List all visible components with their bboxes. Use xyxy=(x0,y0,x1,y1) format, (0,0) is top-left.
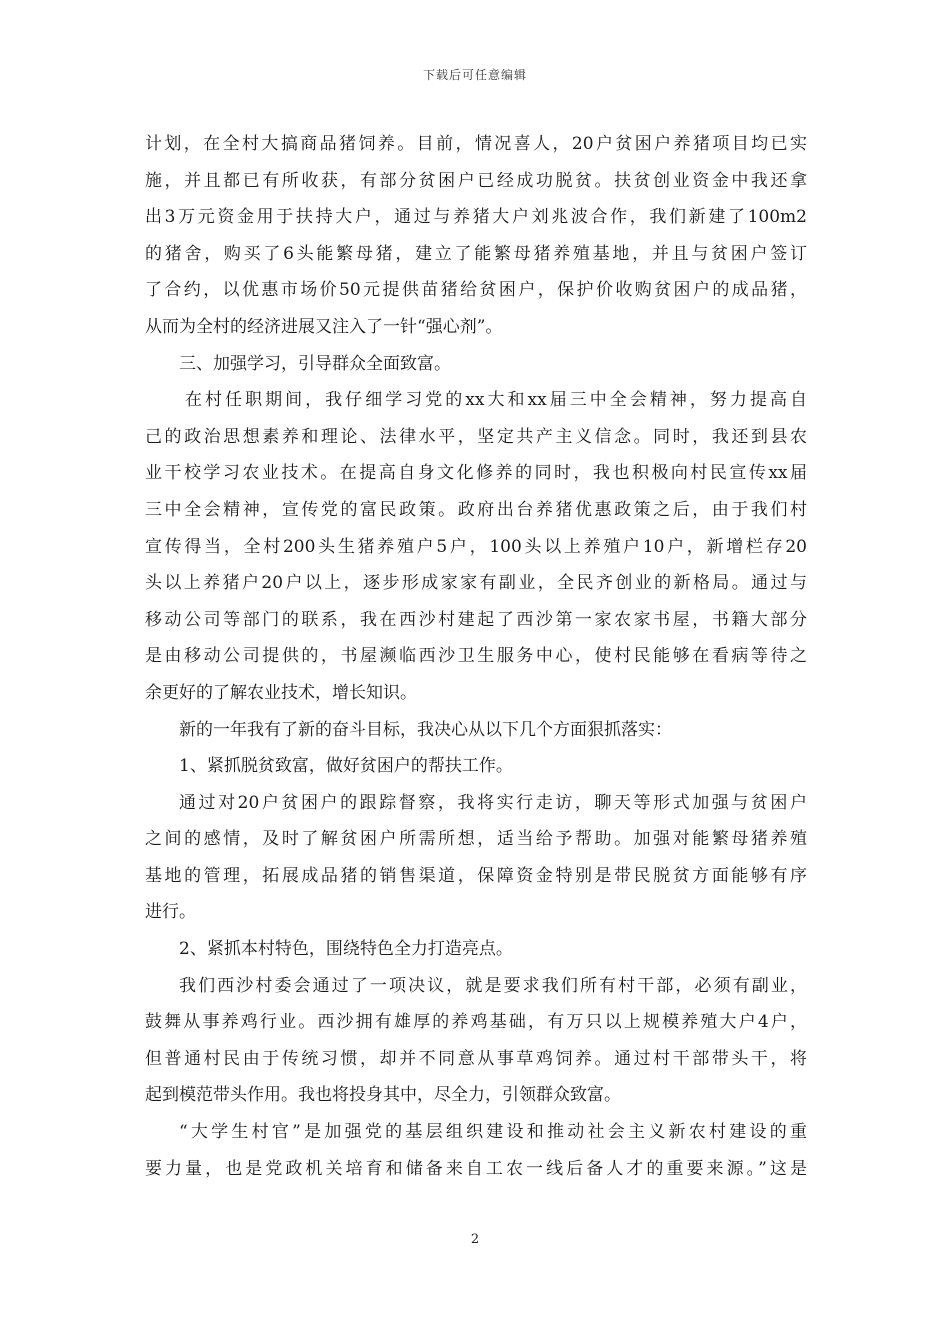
text-line: 通过对20户贫困户的跟踪督察，我将实行走访，聊天等形式加强与贫困户 xyxy=(179,792,807,813)
text-line: 之间的感情，及时了解贫困户所需所想，适当给予帮助。加强对能繁母猪养殖 xyxy=(145,829,807,850)
numbered-heading: 2、紧抓本村特色，围绕特色全力打造亮点。 xyxy=(179,939,513,960)
text-line: 起到模范带头作用。我也将投身其中，尽全力，引领群众致富。 xyxy=(145,1085,621,1106)
text-line: 的猪舍，购买了6头能繁母猪，建立了能繁母猪养殖基地，并且与贫困户签订 xyxy=(145,243,807,264)
numbered-heading: 1、紧抓脱贫致富，做好贫困户的帮扶工作。 xyxy=(179,756,513,777)
text-line: 出3万元资金用于扶持大户，通过与养猪大户刘兆波合作，我们新建了100m2 xyxy=(145,207,807,228)
page-number: 2 xyxy=(470,1232,480,1247)
page-header: 下载后可任意编辑 xyxy=(422,68,527,82)
text-line: 己的政治思想素养和理论、法律水平，坚定共产主义信念。同时，我还到县农 xyxy=(145,426,807,447)
text-line: 移动公司等部门的联系，我在西沙村建起了西沙第一家农家书屋，书籍大部分 xyxy=(145,609,807,630)
section-heading: 三、加强学习，引导群众全面致富。 xyxy=(179,353,451,374)
text-line: 三中全会精神，宣传党的富民政策。政府出台养猪优惠政策之后，由于我们村 xyxy=(145,499,807,520)
text-line: 我们西沙村委会通过了一项决议，就是要求我们所有村干部，必须有副业， xyxy=(179,975,807,996)
text-line: 新的一年我有了新的奋斗目标，我决心从以下几个方面狠抓落实： xyxy=(179,719,672,740)
text-line: 鼓舞从事养鸡行业。西沙拥有雄厚的养鸡基础，有万只以上规模养殖大户4户， xyxy=(145,1012,807,1033)
text-line: “大学生村官”是加强党的基层组织建设和推动社会主义新农村建设的重 xyxy=(179,1122,807,1143)
text-line: 余更好的了解农业技术，增长知识。 xyxy=(145,682,417,703)
text-line: 基地的管理，拓展成品猪的销售渠道，保障资金特别是带民脱贫方面能够有序 xyxy=(145,865,807,886)
text-line: 在村任职期间，我仔细学习党的xx大和xx届三中全会精神，努力提高自 xyxy=(185,390,807,411)
document-body xyxy=(145,126,807,1187)
text-line: 进行。 xyxy=(145,902,196,923)
text-line: 是由移动公司提供的，书屋濒临西沙卫生服务中心，使村民能够在看病等待之 xyxy=(145,646,807,667)
text-line: 业干校学习农业技术。在提高自身文化修养的同时，我也积极向村民宣传xx届 xyxy=(145,463,807,484)
text-line: 宣传得当，全村200头生猪养殖户5户，100头以上养殖户10户，新增栏存20 xyxy=(145,536,807,557)
text-line: 了合约，以优惠市场价50元提供苗猪给贫困户，保护价收购贫困户的成品猪， xyxy=(145,280,807,301)
text-line: 施，并且都已有所收获，有部分贫困户已经成功脱贫。扶贫创业资金中我还拿 xyxy=(145,170,807,191)
text-line: 头以上养猪户20户以上，逐步形成家家有副业，全民齐创业的新格局。通过与 xyxy=(145,573,807,594)
text-line: 但普通村民由于传统习惯，却并不同意从事草鸡饲养。通过村干部带头干，将 xyxy=(145,1048,807,1069)
text-line: 要力量，也是党政机关培育和储备来自工农一线后备人才的重要来源。”这是 xyxy=(145,1158,807,1179)
text-line: 计划，在全村大搞商品猪饲养。目前，情况喜人，20户贫困户养猪项目均已实 xyxy=(145,134,807,154)
text-line: 从而为全村的经济进展又注入了一针“强心剂”。 xyxy=(145,316,503,337)
